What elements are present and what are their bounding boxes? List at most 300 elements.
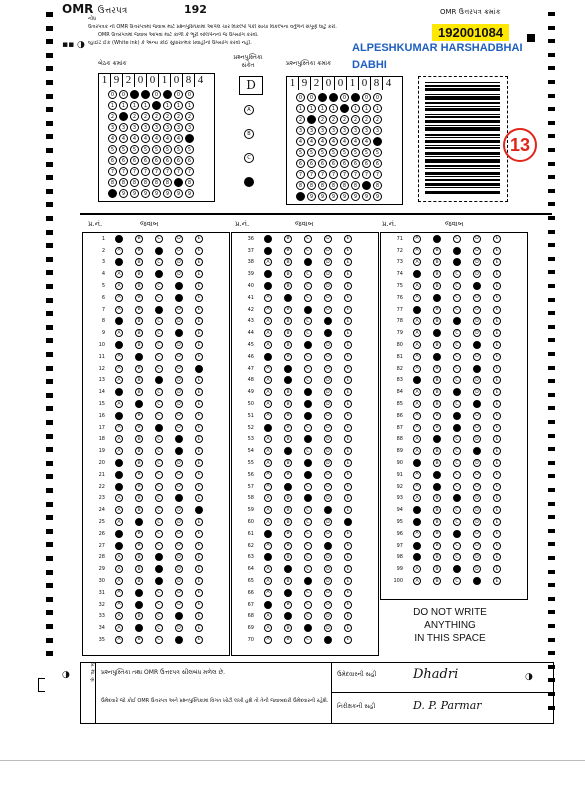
answer-bubble[interactable]: B [284,282,292,290]
answer-bubble[interactable]: A [413,494,421,502]
digit-bubble[interactable]: 6 [351,159,360,168]
answer-bubble[interactable]: B [433,365,441,373]
answer-bubble[interactable] [115,258,123,266]
digit-bubble[interactable]: 5 [318,148,327,157]
answer-bubble[interactable]: E [195,294,203,302]
digit-bubble[interactable]: 7 [174,167,183,176]
digit-bubble[interactable]: 3 [119,123,128,132]
answer-bubble[interactable]: E [344,270,352,278]
answer-bubble[interactable]: E [493,400,501,408]
digit-bubble[interactable]: 4 [318,137,327,146]
answer-bubble[interactable]: A [413,282,421,290]
answer-bubble[interactable]: B [433,424,441,432]
answer-bubble[interactable]: D [324,294,332,302]
answer-bubble[interactable]: E [195,447,203,455]
answer-bubble[interactable] [135,601,143,609]
digit-bubble[interactable]: 8 [340,181,349,190]
answer-bubble[interactable]: D [473,258,481,266]
answer-bubble[interactable]: A [115,306,123,314]
digit-bubble[interactable]: 7 [163,167,172,176]
answer-bubble[interactable]: D [473,518,481,526]
digit-bubble[interactable]: 3 [340,126,349,135]
answer-bubble[interactable]: B [433,282,441,290]
answer-bubble[interactable]: D [324,365,332,373]
digit-bubble[interactable]: 1 [163,101,172,110]
digit-bubble[interactable]: 8 [152,178,161,187]
digit-bubble[interactable] [152,101,161,110]
answer-bubble[interactable]: B [135,317,143,325]
answer-bubble[interactable]: D [473,542,481,550]
answer-bubble[interactable]: B [284,388,292,396]
answer-bubble[interactable]: A [413,353,421,361]
answer-bubble[interactable]: D [324,447,332,455]
answer-bubble[interactable]: C [155,636,163,644]
answer-bubble[interactable]: D [175,412,183,420]
digit-bubble[interactable]: 9 [141,189,150,198]
digit-bubble[interactable] [185,134,194,143]
answer-bubble[interactable]: C [304,483,312,491]
answer-bubble[interactable]: D [324,235,332,243]
digit-bubble[interactable]: 6 [119,156,128,165]
answer-bubble[interactable]: E [195,400,203,408]
answer-bubble[interactable]: A [413,341,421,349]
answer-bubble[interactable]: A [115,365,123,373]
answer-bubble[interactable]: E [344,412,352,420]
answer-bubble[interactable]: A [115,553,123,561]
answer-bubble[interactable]: E [195,270,203,278]
answer-bubble[interactable]: B [135,306,143,314]
answer-bubble[interactable]: D [324,577,332,585]
answer-bubble[interactable] [473,365,481,373]
digit-bubble[interactable]: 2 [152,112,161,121]
answer-bubble[interactable]: D [473,483,481,491]
answer-bubble[interactable]: A [115,353,123,361]
answer-bubble[interactable]: E [195,329,203,337]
answer-bubble[interactable] [304,412,312,420]
answer-bubble[interactable]: E [493,459,501,467]
digit-bubble[interactable]: 3 [185,123,194,132]
answer-bubble[interactable]: C [453,577,461,585]
answer-bubble[interactable]: B [284,435,292,443]
answer-bubble[interactable]: D [473,353,481,361]
digit-bubble[interactable]: 8 [296,181,305,190]
answer-bubble[interactable]: B [135,294,143,302]
digit-bubble[interactable] [130,90,139,99]
digit-bubble[interactable]: 0 [174,90,183,99]
answer-bubble[interactable] [155,270,163,278]
answer-bubble[interactable]: E [195,306,203,314]
answer-bubble[interactable]: E [195,317,203,325]
answer-bubble[interactable] [324,636,332,644]
digit-bubble[interactable]: 9 [185,189,194,198]
answer-bubble[interactable]: E [344,471,352,479]
digit-bubble[interactable]: 9 [174,189,183,198]
answer-bubble[interactable]: C [304,365,312,373]
answer-bubble[interactable]: D [324,518,332,526]
answer-bubble[interactable]: C [155,483,163,491]
answer-bubble[interactable]: C [453,353,461,361]
answer-bubble[interactable]: B [135,459,143,467]
answer-bubble[interactable]: C [453,506,461,514]
answer-bubble[interactable] [115,317,123,325]
digit-bubble[interactable]: 8 [185,178,194,187]
digit-bubble[interactable]: 5 [340,148,349,157]
answer-bubble[interactable]: C [155,612,163,620]
answer-bubble[interactable]: A [264,542,272,550]
series-bubble[interactable]: B [244,129,254,139]
answer-bubble[interactable]: C [453,282,461,290]
digit-bubble[interactable]: 9 [163,189,172,198]
answer-bubble[interactable]: D [473,376,481,384]
answer-bubble[interactable]: E [195,376,203,384]
answer-bubble[interactable]: A [264,317,272,325]
answer-bubble[interactable] [175,494,183,502]
answer-bubble[interactable]: C [304,553,312,561]
answer-bubble[interactable]: E [195,589,203,597]
answer-bubble[interactable]: A [413,435,421,443]
answer-bubble[interactable]: C [304,601,312,609]
answer-bubble[interactable]: D [175,247,183,255]
answer-bubble[interactable]: E [195,494,203,502]
answer-bubble[interactable]: E [195,471,203,479]
answer-bubble[interactable]: E [493,506,501,514]
answer-bubble[interactable]: D [175,353,183,361]
answer-bubble[interactable] [433,294,441,302]
answer-bubble[interactable]: A [413,235,421,243]
answer-bubble[interactable]: A [115,329,123,337]
answer-bubble[interactable]: C [304,636,312,644]
answer-bubble[interactable]: B [135,424,143,432]
answer-bubble[interactable]: E [344,341,352,349]
answer-bubble[interactable] [135,624,143,632]
answer-bubble[interactable]: A [115,506,123,514]
digit-bubble[interactable]: 8 [373,181,382,190]
answer-bubble[interactable]: D [175,317,183,325]
digit-bubble[interactable]: 1 [185,101,194,110]
digit-bubble[interactable]: 6 [340,159,349,168]
answer-bubble[interactable]: A [115,376,123,384]
answer-bubble[interactable]: C [155,282,163,290]
digit-bubble[interactable] [340,104,349,113]
answer-bubble[interactable]: B [433,388,441,396]
answer-bubble[interactable]: B [284,258,292,266]
answer-bubble[interactable] [433,471,441,479]
answer-bubble[interactable] [155,553,163,561]
digit-bubble[interactable]: 4 [340,137,349,146]
answer-bubble[interactable]: E [195,353,203,361]
answer-bubble[interactable] [433,353,441,361]
answer-bubble[interactable]: A [115,270,123,278]
answer-bubble[interactable] [344,518,352,526]
digit-bubble[interactable]: 5 [152,145,161,154]
answer-bubble[interactable]: B [135,282,143,290]
digit-bubble[interactable]: 5 [108,145,117,154]
answer-bubble[interactable] [304,471,312,479]
answer-bubble[interactable]: A [413,294,421,302]
answer-bubble[interactable]: E [344,424,352,432]
answer-bubble[interactable] [304,624,312,632]
digit-bubble[interactable]: 7 [318,170,327,179]
answer-bubble[interactable]: E [344,447,352,455]
digit-bubble[interactable]: 8 [318,181,327,190]
answer-bubble[interactable]: B [284,530,292,538]
answer-bubble[interactable]: C [453,553,461,561]
answer-bubble[interactable]: D [175,306,183,314]
answer-bubble[interactable]: B [135,636,143,644]
digit-bubble[interactable]: 3 [296,126,305,135]
answer-bubble[interactable]: B [135,471,143,479]
answer-bubble[interactable]: D [324,353,332,361]
digit-bubble[interactable]: 1 [351,104,360,113]
answer-bubble[interactable]: B [284,542,292,550]
answer-bubble[interactable]: D [324,483,332,491]
answer-bubble[interactable] [473,577,481,585]
digit-bubble[interactable]: 1 [174,101,183,110]
answer-bubble[interactable]: C [304,542,312,550]
answer-bubble[interactable]: A [413,258,421,266]
answer-bubble[interactable]: E [195,518,203,526]
answer-bubble[interactable]: E [195,530,203,538]
digit-bubble[interactable]: 5 [141,145,150,154]
digit-bubble[interactable]: 1 [362,104,371,113]
answer-bubble[interactable]: D [473,247,481,255]
digit-bubble[interactable]: 7 [185,167,194,176]
answer-bubble[interactable]: C [155,329,163,337]
answer-bubble[interactable]: C [155,353,163,361]
answer-bubble[interactable]: C [155,341,163,349]
digit-bubble[interactable]: 1 [307,104,316,113]
digit-bubble[interactable]: 9 [152,189,161,198]
answer-bubble[interactable]: D [324,530,332,538]
digit-bubble[interactable]: 0 [373,93,382,102]
answer-bubble[interactable]: A [264,329,272,337]
digit-bubble[interactable]: 4 [108,134,117,143]
answer-bubble[interactable]: E [493,435,501,443]
digit-bubble[interactable]: 7 [340,170,349,179]
answer-bubble[interactable] [413,553,421,561]
answer-bubble[interactable]: D [324,589,332,597]
answer-bubble[interactable]: E [195,412,203,420]
answer-bubble[interactable]: C [453,435,461,443]
answer-bubble[interactable]: B [284,412,292,420]
digit-bubble[interactable]: 4 [296,137,305,146]
answer-bubble[interactable]: B [284,518,292,526]
answer-bubble[interactable]: D [175,459,183,467]
digit-bubble[interactable]: 0 [185,90,194,99]
answer-bubble[interactable]: D [324,494,332,502]
digit-bubble[interactable]: 9 [307,192,316,201]
digit-bubble[interactable]: 0 [296,93,305,102]
answer-bubble[interactable]: E [195,282,203,290]
answer-bubble[interactable]: D [324,565,332,573]
answer-bubble[interactable]: E [493,424,501,432]
answer-bubble[interactable] [264,424,272,432]
answer-bubble[interactable] [264,270,272,278]
answer-bubble[interactable] [155,247,163,255]
answer-bubble[interactable]: C [304,447,312,455]
answer-bubble[interactable]: A [115,577,123,585]
answer-bubble[interactable]: C [453,471,461,479]
answer-bubble[interactable]: B [135,329,143,337]
answer-bubble[interactable]: B [135,577,143,585]
answer-bubble[interactable]: A [264,365,272,373]
answer-bubble[interactable]: D [473,424,481,432]
digit-bubble[interactable]: 2 [185,112,194,121]
answer-bubble[interactable]: D [473,494,481,502]
answer-bubble[interactable]: A [264,341,272,349]
answer-bubble[interactable] [324,542,332,550]
digit-bubble[interactable]: 7 [141,167,150,176]
answer-bubble[interactable]: C [155,447,163,455]
digit-bubble[interactable]: 1 [119,101,128,110]
answer-bubble[interactable]: E [344,365,352,373]
answer-bubble[interactable]: E [344,258,352,266]
digit-bubble[interactable]: 3 [163,123,172,132]
answer-bubble[interactable]: A [264,435,272,443]
answer-bubble[interactable]: B [135,565,143,573]
answer-bubble[interactable]: A [413,447,421,455]
answer-bubble[interactable]: B [135,376,143,384]
answer-bubble[interactable] [175,636,183,644]
answer-bubble[interactable]: B [433,412,441,420]
answer-bubble[interactable]: D [324,400,332,408]
answer-bubble[interactable] [413,306,421,314]
answer-bubble[interactable] [473,447,481,455]
series-bubble[interactable]: A [244,105,254,115]
answer-bubble[interactable] [115,530,123,538]
answer-bubble[interactable]: D [473,530,481,538]
answer-bubble[interactable] [304,435,312,443]
answer-bubble[interactable]: D [324,282,332,290]
answer-bubble[interactable]: A [115,612,123,620]
answer-bubble[interactable] [413,506,421,514]
answer-bubble[interactable]: B [433,518,441,526]
digit-bubble[interactable]: 7 [362,170,371,179]
answer-bubble[interactable]: A [413,317,421,325]
answer-bubble[interactable] [453,424,461,432]
answer-bubble[interactable]: B [433,565,441,573]
answer-bubble[interactable]: A [115,518,123,526]
answer-bubble[interactable]: B [433,376,441,384]
answer-bubble[interactable]: D [175,483,183,491]
answer-bubble[interactable]: A [264,376,272,384]
answer-bubble[interactable]: A [264,494,272,502]
digit-bubble[interactable] [296,192,305,201]
digit-bubble[interactable]: 0 [307,93,316,102]
answer-bubble[interactable]: B [433,317,441,325]
answer-bubble[interactable]: D [473,235,481,243]
answer-bubble[interactable]: B [433,577,441,585]
answer-bubble[interactable] [155,577,163,585]
digit-bubble[interactable]: 2 [340,115,349,124]
answer-bubble[interactable] [453,565,461,573]
answer-bubble[interactable]: E [344,235,352,243]
answer-bubble[interactable] [195,365,203,373]
answer-bubble[interactable]: B [284,317,292,325]
digit-bubble[interactable]: 4 [329,137,338,146]
digit-bubble[interactable]: 6 [108,156,117,165]
answer-bubble[interactable]: A [413,483,421,491]
digit-bubble[interactable]: 9 [373,192,382,201]
answer-bubble[interactable]: D [175,258,183,266]
answer-bubble[interactable]: E [493,258,501,266]
answer-bubble[interactable]: A [264,636,272,644]
answer-bubble[interactable]: C [304,612,312,620]
digit-bubble[interactable]: 7 [307,170,316,179]
answer-bubble[interactable]: D [175,471,183,479]
answer-bubble[interactable] [453,494,461,502]
answer-bubble[interactable]: A [264,589,272,597]
answer-bubble[interactable]: B [135,258,143,266]
answer-bubble[interactable]: D [324,471,332,479]
answer-bubble[interactable]: B [433,270,441,278]
answer-bubble[interactable]: C [155,624,163,632]
answer-bubble[interactable] [433,435,441,443]
digit-bubble[interactable]: 7 [119,167,128,176]
answer-bubble[interactable]: C [155,235,163,243]
answer-bubble[interactable]: B [433,258,441,266]
answer-bubble[interactable] [155,376,163,384]
answer-bubble[interactable]: A [264,459,272,467]
answer-bubble[interactable]: A [413,577,421,585]
answer-bubble[interactable]: C [155,506,163,514]
answer-bubble[interactable]: E [493,353,501,361]
answer-bubble[interactable]: B [284,624,292,632]
answer-bubble[interactable]: A [115,282,123,290]
answer-bubble[interactable]: D [324,424,332,432]
answer-bubble[interactable]: D [473,412,481,420]
answer-bubble[interactable]: D [473,553,481,561]
digit-bubble[interactable]: 7 [108,167,117,176]
answer-bubble[interactable]: A [413,400,421,408]
answer-bubble[interactable]: A [264,518,272,526]
answer-bubble[interactable] [304,494,312,502]
answer-bubble[interactable]: E [493,365,501,373]
answer-bubble[interactable]: C [304,247,312,255]
answer-bubble[interactable]: C [304,506,312,514]
answer-bubble[interactable]: B [433,400,441,408]
answer-bubble[interactable]: D [175,542,183,550]
answer-bubble[interactable]: A [413,412,421,420]
answer-bubble[interactable]: D [324,624,332,632]
answer-bubble[interactable] [453,388,461,396]
answer-bubble[interactable] [115,459,123,467]
answer-bubble[interactable]: E [493,341,501,349]
answer-bubble[interactable]: E [493,388,501,396]
digit-bubble[interactable] [141,90,150,99]
digit-bubble[interactable]: 6 [296,159,305,168]
digit-bubble[interactable]: 9 [340,192,349,201]
answer-bubble[interactable] [453,317,461,325]
answer-bubble[interactable]: D [175,424,183,432]
answer-bubble[interactable] [284,589,292,597]
answer-bubble[interactable]: B [284,353,292,361]
digit-bubble[interactable]: 3 [141,123,150,132]
answer-bubble[interactable]: E [344,530,352,538]
answer-bubble[interactable]: B [284,494,292,502]
answer-bubble[interactable]: D [175,565,183,573]
answer-bubble[interactable]: B [284,471,292,479]
answer-bubble[interactable]: A [115,624,123,632]
answer-bubble[interactable]: D [473,388,481,396]
answer-bubble[interactable]: E [344,483,352,491]
digit-bubble[interactable]: 3 [130,123,139,132]
answer-bubble[interactable]: A [413,530,421,538]
answer-bubble[interactable] [264,235,272,243]
answer-bubble[interactable]: B [135,412,143,420]
answer-bubble[interactable]: B [433,553,441,561]
answer-bubble[interactable]: E [344,317,352,325]
